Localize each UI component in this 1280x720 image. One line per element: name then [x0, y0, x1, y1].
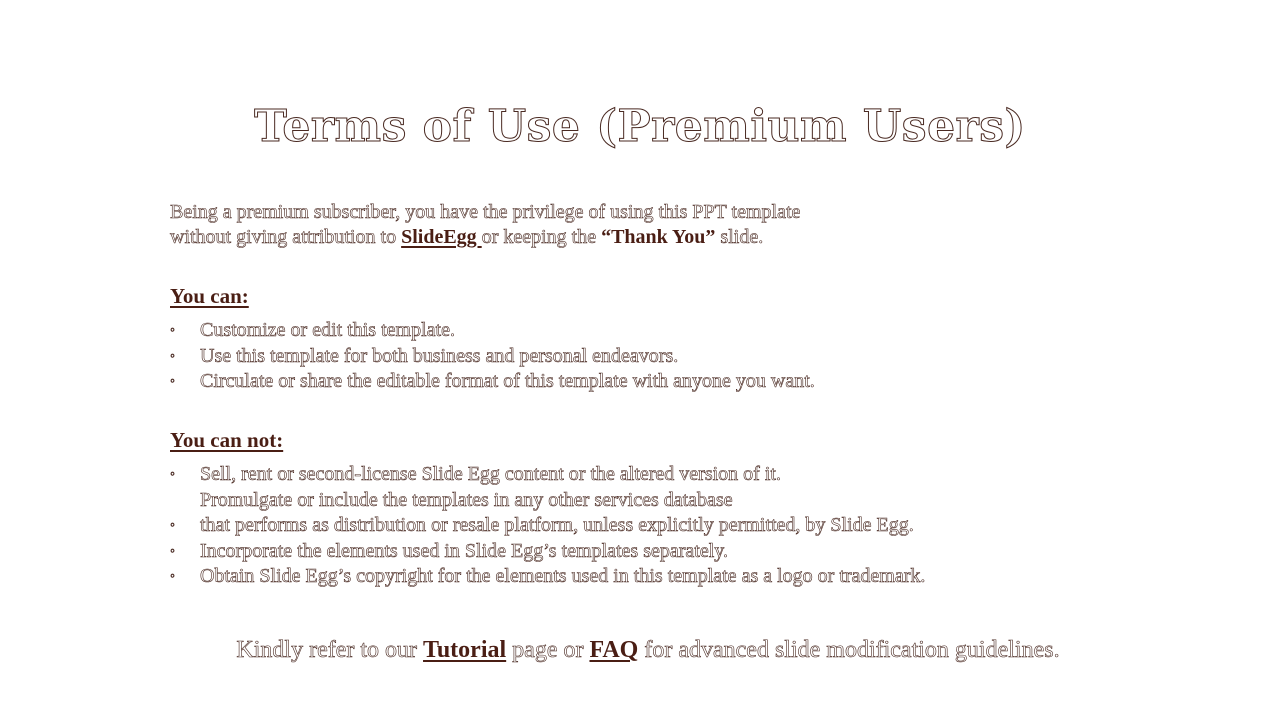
intro-text-mid: or keeping the	[481, 226, 602, 248]
intro-paragraph	[170, 200, 1130, 250]
faq-link[interactable]: FAQ	[589, 637, 639, 663]
intro-line-2	[170, 225, 1130, 250]
list-item-continuation: Promulgate or include the templates in any other services database	[200, 488, 733, 511]
slideegg-link[interactable]: SlideEgg	[401, 226, 482, 248]
bullet-icon: ◦	[170, 467, 175, 482]
list-item: ◦ Use this template for both business and personal endeavors.	[170, 344, 1170, 370]
bullet-icon: ◦	[170, 323, 175, 338]
thank-you-text: “Thank You”	[601, 226, 716, 248]
bullet-icon: ◦	[170, 374, 175, 389]
intro-text-pre: without giving attribution to	[170, 226, 402, 248]
bullet-icon: ◦	[170, 569, 175, 584]
list-item: ◦ Sell, rent or second-license Slide Egg content or the altered version of it.	[170, 462, 1170, 488]
list-item: ◦ Obtain Slide Egg’s copyright for the elements used in this template as a logo or trademark.	[170, 564, 1170, 590]
bullet-icon: ◦	[170, 518, 175, 533]
intro-line-1: Being a premium subscriber, you have the privilege of using this PPT template	[170, 201, 801, 223]
you-can-not-list	[170, 462, 1170, 590]
you-can-not-heading: You can not:	[170, 428, 284, 452]
you-can-list	[170, 318, 1170, 395]
intro-text-post: slide.	[715, 226, 764, 248]
you-can-heading: You can:	[170, 284, 249, 308]
list-item: ◦ that performs as distribution or resale platform, unless explicitly permitted, by Slide Egg.	[170, 513, 1170, 539]
list-item: ◦ Circulate or share the editable format of this template with anyone you want.	[170, 369, 1170, 395]
footer-note: Kindly refer to our Tutorial page or FAQ for advanced slide modification guidelines.	[236, 637, 1060, 663]
tutorial-link[interactable]: Tutorial	[423, 637, 507, 663]
list-item: ◦ Incorporate the elements used in Slide Egg’s templates separately.	[170, 539, 1170, 565]
list-item: ◦ Customize or edit this template.	[170, 318, 1170, 344]
bullet-icon: ◦	[170, 543, 175, 559]
bullet-icon: ◦	[170, 348, 175, 364]
page-title: Terms of Use (Premium Users)	[254, 101, 1026, 153]
